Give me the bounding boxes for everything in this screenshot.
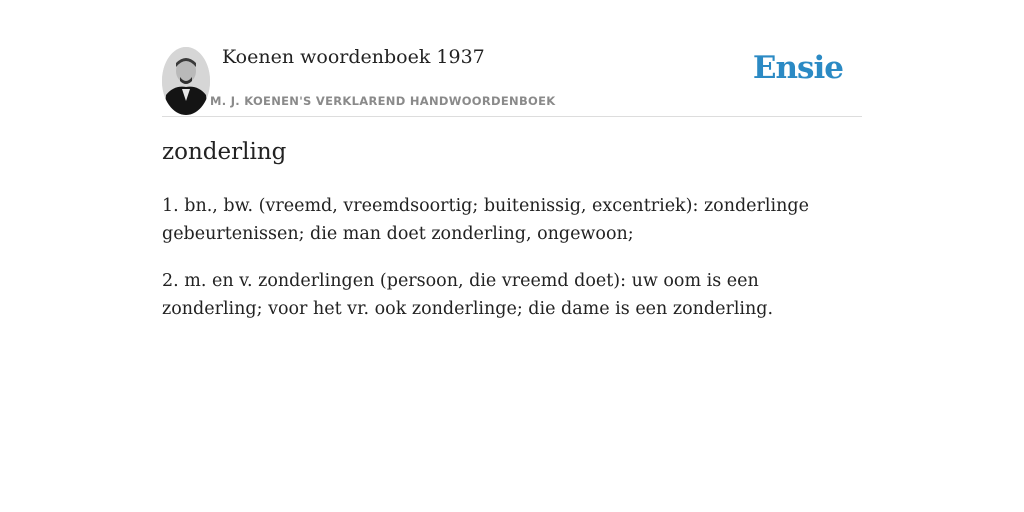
definition-2: 2. m. en v. zonderlingen (persoon, die vreemd doet): uw oom is een zonderling; voor het vr. ook zonderlinge; die dame is een zonderling. [162,271,774,319]
ensie-logo-link[interactable]: Ensie [752,50,843,86]
entry-headword: zonderling [162,139,287,165]
dictionary-header [162,46,862,117]
author-portrait-avatar [162,47,210,115]
dictionary-subtitle: M. J. KOENEN'S VERKLAREND HANDWOORDENBOEK [210,94,556,108]
definition-1: 1. bn., bw. (vreemd, vreemdsoortig; buitenissig, excentriek): zonderlinge gebeurtenissen; die man doet zonderling, ongewoon; [162,196,809,244]
author-portrait-icon [162,47,210,115]
dictionary-title[interactable]: Koenen woordenboek 1937 [222,46,485,68]
